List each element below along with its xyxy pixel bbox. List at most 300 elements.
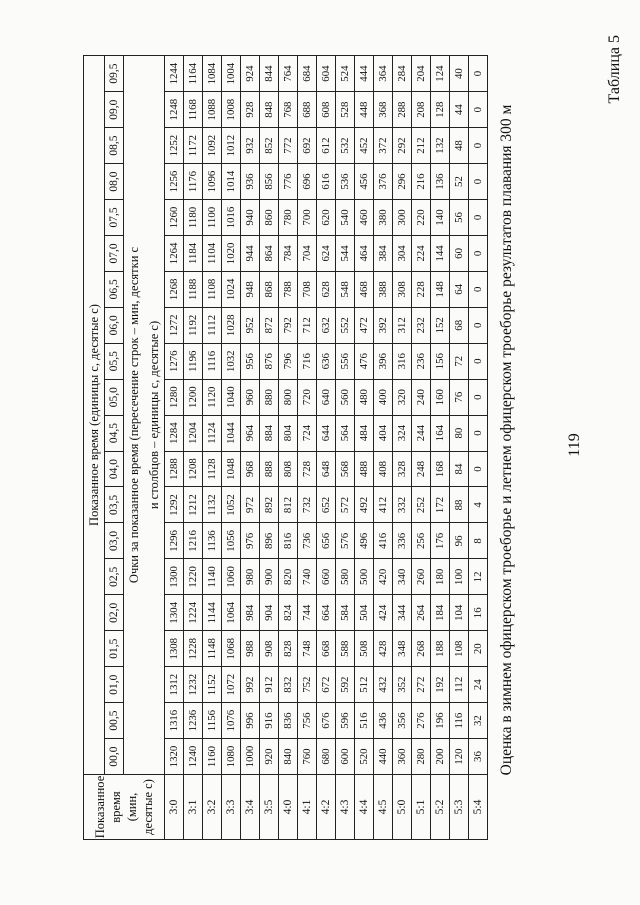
table-cell: 1116 — [203, 343, 222, 379]
table-cell: 1184 — [184, 235, 203, 271]
table-cell: 160 — [431, 379, 450, 415]
table-cell: 0 — [469, 343, 488, 379]
column-header: 02,0 — [105, 595, 124, 631]
table-row — [222, 56, 241, 840]
table-cell: 1080 — [222, 739, 241, 775]
table-cell: 1044 — [222, 415, 241, 451]
table-cell: 484 — [355, 415, 374, 451]
table-cell: 836 — [279, 703, 298, 739]
table-cell: 500 — [355, 559, 374, 595]
table-cell: 1208 — [184, 451, 203, 487]
table-cell: 1084 — [203, 56, 222, 92]
table-cell: 592 — [336, 667, 355, 703]
table-cell: 1028 — [222, 307, 241, 343]
column-header: 06,5 — [105, 271, 124, 307]
row-label: 3:2 — [203, 775, 222, 840]
table-cell: 1076 — [222, 703, 241, 739]
table-cell: 152 — [431, 307, 450, 343]
table-cell: 552 — [336, 307, 355, 343]
table-cell: 464 — [355, 235, 374, 271]
table-cell: 228 — [412, 271, 431, 307]
table-cell: 1014 — [222, 164, 241, 200]
table-cell: 712 — [298, 307, 317, 343]
table-cell: 420 — [374, 559, 393, 595]
table-cell: 512 — [355, 667, 374, 703]
table-cell: 20 — [469, 631, 488, 667]
table-cell: 1296 — [165, 523, 184, 559]
table-cell: 1060 — [222, 559, 241, 595]
table-cell: 696 — [298, 164, 317, 200]
table-cell: 616 — [317, 164, 336, 200]
table-cell: 672 — [317, 667, 336, 703]
table-cell: 56 — [450, 200, 469, 236]
table-cell: 124 — [431, 56, 450, 92]
table-row — [279, 56, 298, 840]
table-cell: 656 — [317, 523, 336, 559]
table-cell: 728 — [298, 451, 317, 487]
table-cell: 680 — [317, 739, 336, 775]
table-cell: 1256 — [165, 164, 184, 200]
table-cell: 364 — [374, 56, 393, 92]
table-cell: 768 — [279, 92, 298, 128]
table-cell: 1160 — [203, 739, 222, 775]
table-cell: 0 — [469, 164, 488, 200]
table-cell: 1012 — [222, 128, 241, 164]
table-cell: 1104 — [203, 235, 222, 271]
table-cell: 184 — [431, 595, 450, 631]
row-label: 4:3 — [336, 775, 355, 840]
row-label: 3:1 — [184, 775, 203, 840]
table-title: Оценка в зимнем офицерском троеборье и летнем офицерском троеборье результатов плавания 300 м — [498, 104, 515, 776]
table-cell: 88 — [450, 487, 469, 523]
table-cell: 520 — [355, 739, 374, 775]
table-cell: 1220 — [184, 559, 203, 595]
table-cell: 236 — [412, 343, 431, 379]
table-cell: 384 — [374, 235, 393, 271]
table-cell: 840 — [279, 739, 298, 775]
table-cell: 1032 — [222, 343, 241, 379]
table-cell: 164 — [431, 415, 450, 451]
row-label: 5:0 — [393, 775, 412, 840]
table-cell: 144 — [431, 235, 450, 271]
table-cell: 884 — [260, 415, 279, 451]
table-cell: 1092 — [203, 128, 222, 164]
table-cell: 0 — [469, 56, 488, 92]
table-cell: 988 — [241, 631, 260, 667]
table-cell: 980 — [241, 559, 260, 595]
table-cell: 36 — [469, 739, 488, 775]
table-cell: 380 — [374, 200, 393, 236]
corner-line: время — [109, 791, 123, 823]
table-cell: 1168 — [184, 92, 203, 128]
table-cell: 700 — [298, 200, 317, 236]
table-cell: 632 — [317, 307, 336, 343]
table-cell: 572 — [336, 487, 355, 523]
table-cell: 292 — [393, 128, 412, 164]
table-cell: 624 — [317, 235, 336, 271]
table-cell: 644 — [317, 415, 336, 451]
table-cell: 344 — [393, 595, 412, 631]
table-cell: 340 — [393, 559, 412, 595]
column-header: 00,0 — [105, 739, 124, 775]
table-cell: 936 — [241, 164, 260, 200]
table-cell: 1200 — [184, 379, 203, 415]
table-cell: 0 — [469, 200, 488, 236]
table-cell: 816 — [279, 523, 298, 559]
table-cell: 32 — [469, 703, 488, 739]
table-cell: 1128 — [203, 451, 222, 487]
table-cell: 200 — [431, 739, 450, 775]
table-cell: 1040 — [222, 379, 241, 415]
row-label: 4:0 — [279, 775, 298, 840]
table-cell: 872 — [260, 307, 279, 343]
table-cell: 428 — [374, 631, 393, 667]
table-cell: 0 — [469, 379, 488, 415]
table-cell: 892 — [260, 487, 279, 523]
table-cell: 1052 — [222, 487, 241, 523]
table-cell: 1172 — [184, 128, 203, 164]
table-cell: 0 — [469, 271, 488, 307]
table-row — [241, 56, 260, 840]
table-cell: 612 — [317, 128, 336, 164]
column-header: 01,0 — [105, 667, 124, 703]
table-cell: 480 — [355, 379, 374, 415]
table-cell: 780 — [279, 200, 298, 236]
table-row — [450, 56, 469, 840]
table-row — [298, 56, 317, 840]
table-cell: 992 — [241, 667, 260, 703]
table-row — [393, 56, 412, 840]
table-cell: 412 — [374, 487, 393, 523]
table-cell: 460 — [355, 200, 374, 236]
table-cell: 376 — [374, 164, 393, 200]
table-cell: 96 — [450, 523, 469, 559]
table-cell: 64 — [450, 271, 469, 307]
table-cell: 432 — [374, 667, 393, 703]
table-cell: 800 — [279, 379, 298, 415]
table-cell: 392 — [374, 307, 393, 343]
column-header: 04,5 — [105, 415, 124, 451]
table-cell: 300 — [393, 200, 412, 236]
table-cell: 1152 — [203, 667, 222, 703]
table-cell: 916 — [260, 703, 279, 739]
table-cell: 796 — [279, 343, 298, 379]
table-cell: 744 — [298, 595, 317, 631]
table-cell: 472 — [355, 307, 374, 343]
table-cell: 820 — [279, 559, 298, 595]
table-cell: 16 — [469, 595, 488, 631]
table-cell: 324 — [393, 415, 412, 451]
table-cell: 360 — [393, 739, 412, 775]
table-cell: 220 — [412, 200, 431, 236]
table-cell: 964 — [241, 415, 260, 451]
table-cell: 196 — [431, 703, 450, 739]
table-cell: 848 — [260, 92, 279, 128]
table-cell: 984 — [241, 595, 260, 631]
table-cell: 888 — [260, 451, 279, 487]
table-cell: 1188 — [184, 271, 203, 307]
table-cell: 900 — [260, 559, 279, 595]
row-label: 5:4 — [469, 775, 488, 840]
table-cell: 156 — [431, 343, 450, 379]
table-cell: 396 — [374, 343, 393, 379]
table-cell: 1280 — [165, 379, 184, 415]
column-header: 09,5 — [105, 56, 124, 92]
table-row — [260, 56, 279, 840]
table-cell: 1216 — [184, 523, 203, 559]
points-banner-cont: и столбцов – единицы с, десятые с) — [144, 56, 165, 775]
table-cell: 860 — [260, 200, 279, 236]
table-cell: 960 — [241, 379, 260, 415]
table-cell: 408 — [374, 451, 393, 487]
table-cell: 244 — [412, 415, 431, 451]
table-cell: 1096 — [203, 164, 222, 200]
table-cell: 596 — [336, 703, 355, 739]
table-cell: 1248 — [165, 92, 184, 128]
table-cell: 328 — [393, 451, 412, 487]
table-cell: 576 — [336, 523, 355, 559]
table-cell: 204 — [412, 56, 431, 92]
table-row — [469, 56, 488, 840]
table-cell: 808 — [279, 451, 298, 487]
table-cell: 736 — [298, 523, 317, 559]
table-cell: 540 — [336, 200, 355, 236]
column-header: 07,5 — [105, 200, 124, 236]
table-cell: 788 — [279, 271, 298, 307]
table-cell: 308 — [393, 271, 412, 307]
table-cell: 316 — [393, 343, 412, 379]
table-cell: 548 — [336, 271, 355, 307]
table-cell: 1264 — [165, 235, 184, 271]
table-cell: 856 — [260, 164, 279, 200]
table-cell: 404 — [374, 415, 393, 451]
corner-line: (мин, — [125, 792, 139, 822]
table-cell: 628 — [317, 271, 336, 307]
table-row — [374, 56, 393, 840]
table-cell: 0 — [469, 235, 488, 271]
row-label: 3:4 — [241, 775, 260, 840]
table-cell: 1016 — [222, 200, 241, 236]
table-cell: 1300 — [165, 559, 184, 595]
table-cell: 320 — [393, 379, 412, 415]
points-banner-row-cont — [144, 56, 165, 840]
row-label: 5:3 — [450, 775, 469, 840]
row-label: 4:1 — [298, 775, 317, 840]
table-cell: 972 — [241, 487, 260, 523]
table-cell: 100 — [450, 559, 469, 595]
table-cell: 564 — [336, 415, 355, 451]
table-cell: 1132 — [203, 487, 222, 523]
table-cell: 584 — [336, 595, 355, 631]
table-cell: 1108 — [203, 271, 222, 307]
table-cell: 1260 — [165, 200, 184, 236]
table-row — [203, 56, 222, 840]
table-cell: 1156 — [203, 703, 222, 739]
table-cell: 416 — [374, 523, 393, 559]
points-banner: Очки за показанное время (пересечение строк – мин, десятки с — [124, 56, 145, 775]
table-cell: 44 — [450, 92, 469, 128]
column-header: 08,0 — [105, 164, 124, 200]
table-cell: 608 — [317, 92, 336, 128]
table-cell: 104 — [450, 595, 469, 631]
table-row — [184, 56, 203, 840]
table-cell: 1180 — [184, 200, 203, 236]
table-cell: 524 — [336, 56, 355, 92]
row-label: 3:5 — [260, 775, 279, 840]
table-cell: 12 — [469, 559, 488, 595]
table-cell: 448 — [355, 92, 374, 128]
table-cell: 40 — [450, 56, 469, 92]
table-cell: 692 — [298, 128, 317, 164]
table-cell: 268 — [412, 631, 431, 667]
table-cell: 640 — [317, 379, 336, 415]
table-cell: 176 — [431, 523, 450, 559]
table-cell: 216 — [412, 164, 431, 200]
table-cell: 664 — [317, 595, 336, 631]
table-cell: 832 — [279, 667, 298, 703]
table-cell: 940 — [241, 200, 260, 236]
table-cell: 804 — [279, 415, 298, 451]
table-cell: 812 — [279, 487, 298, 523]
table-cell: 312 — [393, 307, 412, 343]
table-cell: 720 — [298, 379, 317, 415]
table-row — [336, 56, 355, 840]
header-row-banner — [84, 56, 105, 840]
table-cell: 264 — [412, 595, 431, 631]
column-header: 09,0 — [105, 92, 124, 128]
table-cell: 356 — [393, 703, 412, 739]
table-label: Таблица 5 — [606, 35, 623, 104]
table-cell: 1304 — [165, 595, 184, 631]
table-cell: 1140 — [203, 559, 222, 595]
table-cell: 1244 — [165, 56, 184, 92]
column-header: 02,5 — [105, 559, 124, 595]
table-cell: 288 — [393, 92, 412, 128]
table-cell: 516 — [355, 703, 374, 739]
table-cell: 232 — [412, 307, 431, 343]
table-cell: 740 — [298, 559, 317, 595]
table-cell: 956 — [241, 343, 260, 379]
column-header: 08,5 — [105, 128, 124, 164]
table-cell: 528 — [336, 92, 355, 128]
table-cell: 684 — [298, 56, 317, 92]
table-cell: 452 — [355, 128, 374, 164]
table-cell: 968 — [241, 451, 260, 487]
row-label: 3:3 — [222, 775, 241, 840]
column-header: 06,0 — [105, 307, 124, 343]
table-cell: 944 — [241, 235, 260, 271]
shown-time-banner: Показанное время (единицы с, десятые с) — [84, 56, 105, 775]
table-cell: 532 — [336, 128, 355, 164]
table-cell: 400 — [374, 379, 393, 415]
table-cell: 948 — [241, 271, 260, 307]
table-cell: 912 — [260, 667, 279, 703]
corner-line: десятые с) — [141, 779, 155, 835]
table-cell: 676 — [317, 703, 336, 739]
table-cell: 620 — [317, 200, 336, 236]
table-cell: 1144 — [203, 595, 222, 631]
table-cell: 1276 — [165, 343, 184, 379]
table-cell: 488 — [355, 451, 374, 487]
column-header: 05,5 — [105, 343, 124, 379]
table-cell: 776 — [279, 164, 298, 200]
table-cell: 136 — [431, 164, 450, 200]
table-cell: 600 — [336, 739, 355, 775]
row-label: 4:2 — [317, 775, 336, 840]
table-cell: 976 — [241, 523, 260, 559]
table-cell: 724 — [298, 415, 317, 451]
table-cell: 636 — [317, 343, 336, 379]
table-cell: 24 — [469, 667, 488, 703]
table-cell: 492 — [355, 487, 374, 523]
table-cell: 0 — [469, 451, 488, 487]
table-cell: 688 — [298, 92, 317, 128]
table-cell: 1176 — [184, 164, 203, 200]
table-cell: 1072 — [222, 667, 241, 703]
table-cell: 1008 — [222, 92, 241, 128]
scoring-table — [83, 55, 488, 840]
row-label: 5:1 — [412, 775, 431, 840]
table-cell: 1020 — [222, 235, 241, 271]
table-cell: 256 — [412, 523, 431, 559]
table-cell: 1056 — [222, 523, 241, 559]
table-cell: 188 — [431, 631, 450, 667]
table-cell: 928 — [241, 92, 260, 128]
page-number: 119 — [566, 433, 583, 457]
table-cell: 272 — [412, 667, 431, 703]
table-cell: 284 — [393, 56, 412, 92]
table-cell: 1316 — [165, 703, 184, 739]
table-cell: 904 — [260, 595, 279, 631]
table-cell: 952 — [241, 307, 260, 343]
table-cell: 1272 — [165, 307, 184, 343]
table-cell: 852 — [260, 128, 279, 164]
table-cell: 1000 — [241, 739, 260, 775]
table-cell: 248 — [412, 451, 431, 487]
column-header: 04,0 — [105, 451, 124, 487]
table-cell: 868 — [260, 271, 279, 307]
table-cell: 116 — [450, 703, 469, 739]
table-cell: 604 — [317, 56, 336, 92]
table-cell: 80 — [450, 415, 469, 451]
table-cell: 896 — [260, 523, 279, 559]
table-cell: 1048 — [222, 451, 241, 487]
table-cell: 668 — [317, 631, 336, 667]
table-cell: 924 — [241, 56, 260, 92]
table-cell: 1100 — [203, 200, 222, 236]
table-cell: 76 — [450, 379, 469, 415]
table-cell: 1212 — [184, 487, 203, 523]
table-cell: 508 — [355, 631, 374, 667]
table-cell: 908 — [260, 631, 279, 667]
table-cell: 560 — [336, 379, 355, 415]
table-cell: 1124 — [203, 415, 222, 451]
table-row — [412, 56, 431, 840]
table-cell: 240 — [412, 379, 431, 415]
points-banner-row — [124, 56, 145, 840]
table-row — [165, 56, 184, 840]
table-cell: 168 — [431, 451, 450, 487]
table-cell: 1068 — [222, 631, 241, 667]
table-cell: 468 — [355, 271, 374, 307]
table-cell: 1112 — [203, 307, 222, 343]
table-cell: 556 — [336, 343, 355, 379]
table-cell: 180 — [431, 559, 450, 595]
column-header: 05,0 — [105, 379, 124, 415]
table-cell: 128 — [431, 92, 450, 128]
table-cell: 536 — [336, 164, 355, 200]
column-header: 03,0 — [105, 523, 124, 559]
